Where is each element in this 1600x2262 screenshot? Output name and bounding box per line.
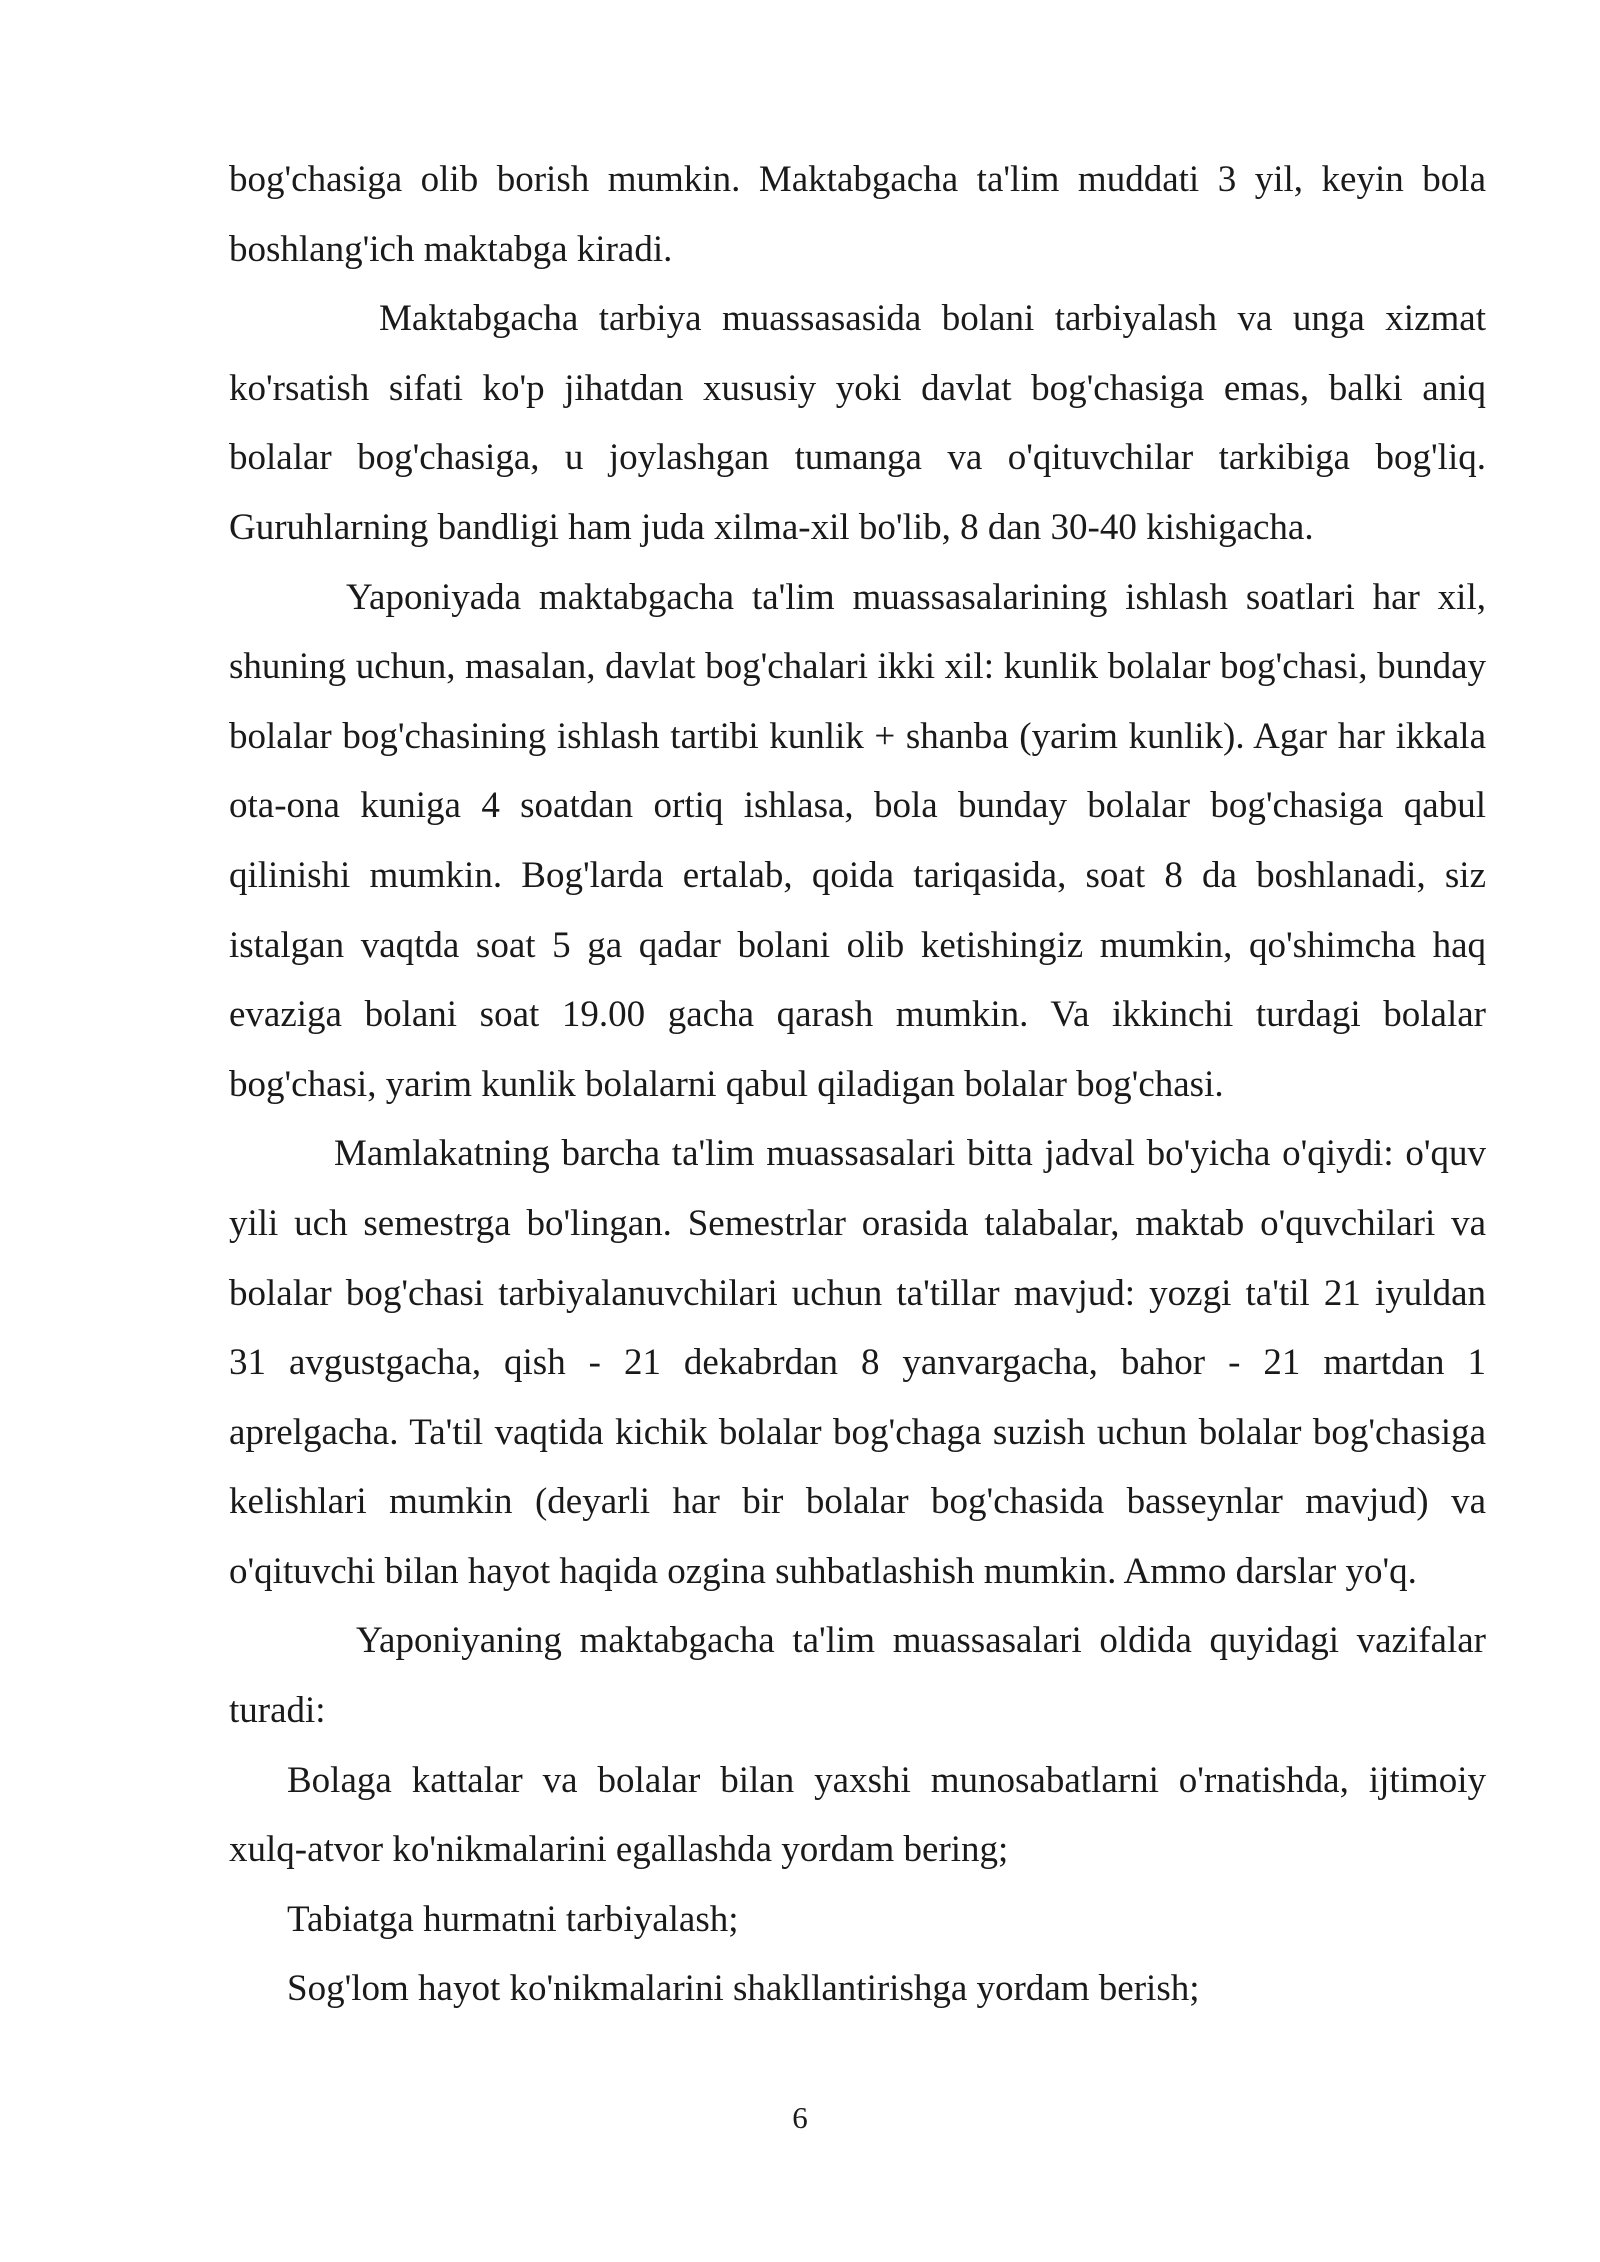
document-page <box>229 145 1486 2024</box>
paragraph-working-hours: Yaponiyada maktabgacha ta'lim muassasalarining ishlash soatlari har xil, shuning uchun, masalan, davlat bog'chalari ikki xil: kunlik bolalar bog'chasi, bunday bolalar bog'chasining ishlash tartibi kunlik + shanba (yarim kunlik). Agar har ikkala ota-ona kuniga 4 soatdan ortiq ishlasa, bola bunday bolalar bog'chasiga qabul qilinishi mumkin. Bog'larda ertalab, qoida tariqasida, soat 8 da boshlanadi, siz istalgan vaqtda soat 5 ga qadar bolani olib ketishingiz mumkin, qo'shimcha haq evaziga bolani soat 19.00 gacha qarash mumkin. Va ikkinchi turdagi bolalar bog'chasi, yarim kunlik bolalarni qabul qiladigan bolalar bog'chasi. <box>229 576 1486 1105</box>
paragraph-continuation: bog'chasiga olib borish mumkin. Maktabgacha ta'lim muddati 3 yil, keyin bola boshlang'ich maktabga kiradi. <box>229 159 1486 270</box>
paragraph-tasks-intro: Yaponiyaning maktabgacha ta'lim muassasalari oldida quyidagi vazifalar turadi: <box>229 1620 1486 1732</box>
paragraph-service-quality: Maktabgacha tarbiya muassasasida bolani tarbiyalash va unga xizmat ko'rsatish sifati ko'p jihatdan xususiy yoki davlat bog'chasiga emas, balki aniq bolalar bog'chasiga, u joylashgan tumanga va o'qituvchilar tarkibiga bog'liq. Guruhlarning bandligi ham juda xilma-xil bo'lib, 8 dan 30-40 kishigacha. <box>229 298 1486 548</box>
task-item-healthy-life: Sog'lom hayot ko'nikmalarini shakllantirishga yordam berish; <box>287 1968 1200 2010</box>
page-number: 6 <box>792 2100 808 2135</box>
task-item-nature-respect: Tabiatga hurmatni tarbiyalash; <box>287 1898 739 1940</box>
paragraph-academic-schedule: Mamlakatning barcha ta'lim muassasalari bitta jadval bo'yicha o'qiydi: o'quv yili uch semestrga bo'lingan. Semestrlar orasida talabalar, maktab o'quvchilari va bolalar bog'chasi tarbiyalanuvchilari uchun ta'tillar mavjud: yozgi ta'til 21 iyuldan 31 avgustgacha, qish - 21 dekabrdan 8 yanvargacha, bahor - 21 martdan 1 aprelgacha. Ta'til vaqtida kichik bolalar bog'chaga suzish uchun bolalar bog'chasiga kelishlari mumkin (deyarli har bir bolalar bog'chasida basseynlar mavjud) va o'qituvchi bilan hayot haqida ozgina suhbatlashish mumkin. Ammo darslar yo'q. <box>229 1133 1486 1592</box>
task-item-social-skills: Bolaga kattalar va bolalar bilan yaxshi munosabatlarni o'rnatishda, ijtimoiy xulq-atvor ko'nikmalarini egallashda yordam bering; <box>229 1759 1486 1871</box>
